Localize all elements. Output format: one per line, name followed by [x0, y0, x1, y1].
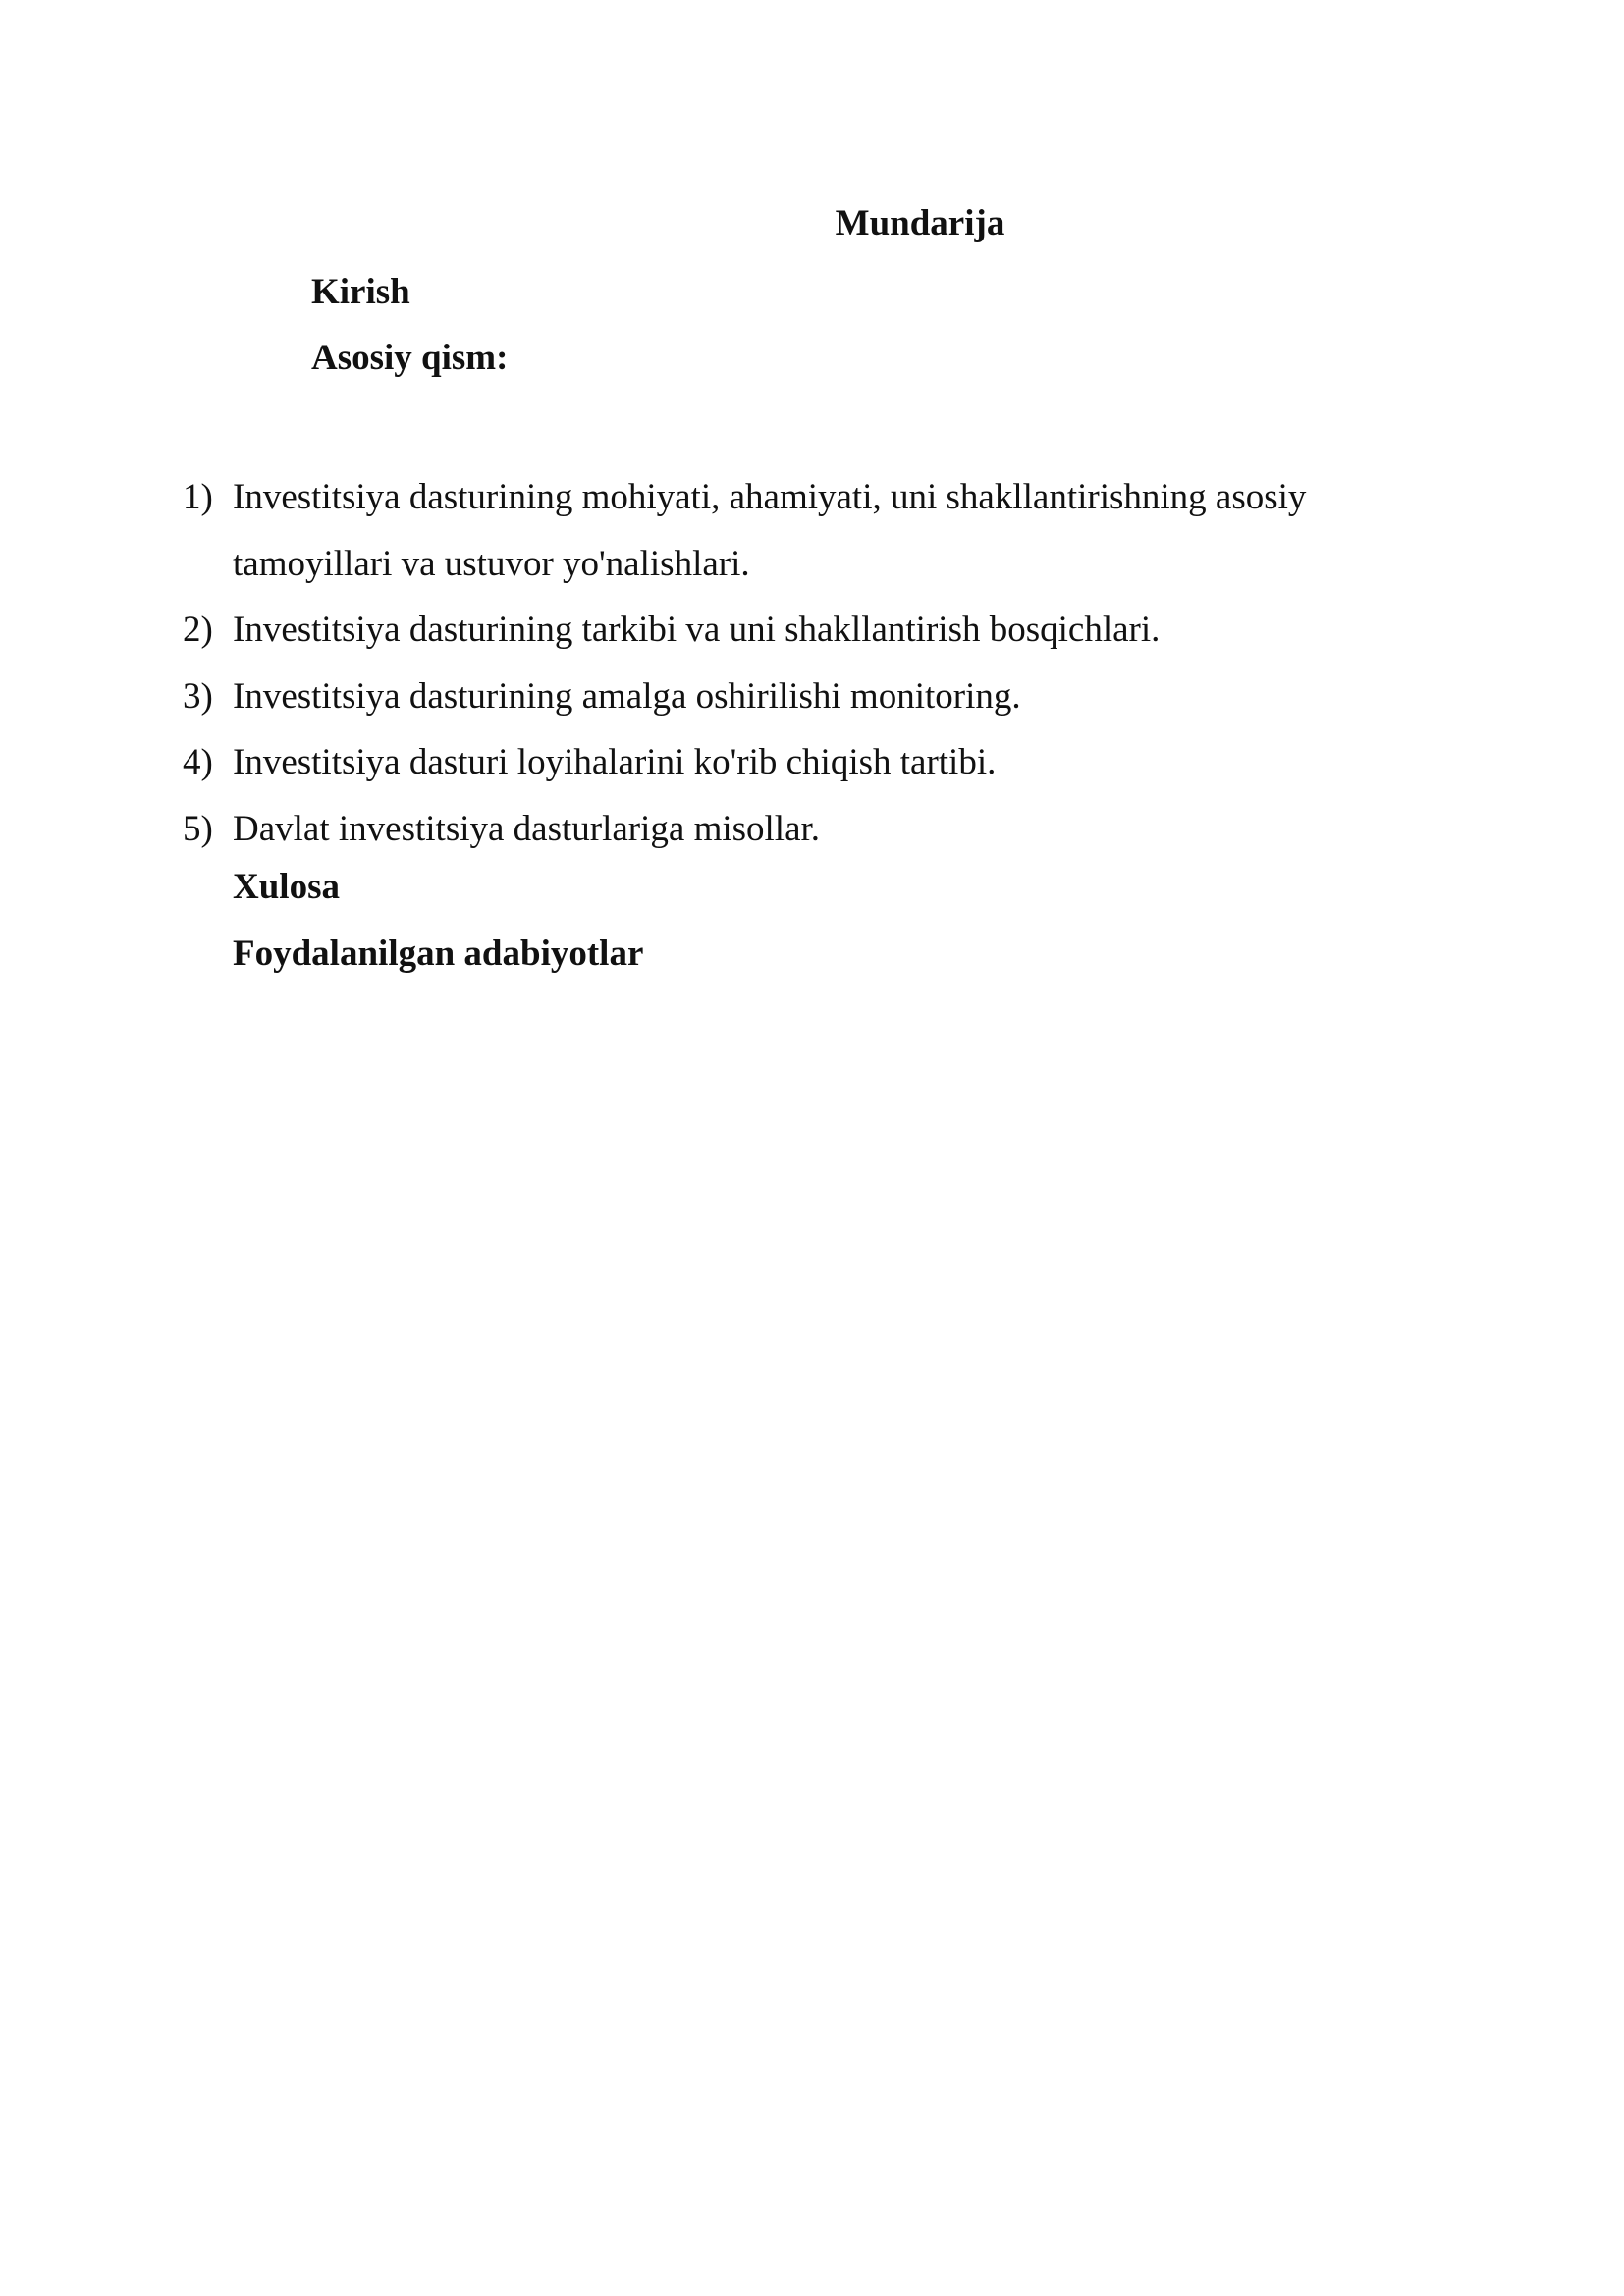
- toc-item-number: 5): [183, 808, 213, 849]
- table-of-contents-list: [183, 464, 1459, 862]
- toc-item-number: 4): [183, 742, 213, 782]
- conclusion-heading: Xulosa: [233, 867, 340, 907]
- toc-item: [183, 597, 1459, 664]
- toc-item-number: 2): [183, 610, 213, 650]
- toc-item-text: Investitsiya dasturining amalga oshirilishi monitoring.: [233, 675, 1021, 717]
- toc-item-text: Investitsiya dasturining tarkibi va uni shakllantirish bosqichlari.: [233, 610, 1161, 650]
- toc-item: [183, 729, 1459, 796]
- toc-item: [183, 796, 1459, 863]
- references-heading: Foydalanilgan adabiyotlar: [233, 934, 644, 974]
- intro-heading: Kirish: [311, 272, 410, 312]
- toc-item-number: 1): [183, 477, 213, 517]
- toc-item: [183, 664, 1459, 730]
- toc-item-text: Investitsiya dasturi loyihalarini ko'rib chiqish tartibi.: [233, 742, 997, 782]
- toc-item-text: Investitsiya dasturining mohiyati, ahamiyati, uni shakllantirishning asosiy tamoyillari va ustuvor yo'nalishlari.: [233, 477, 1307, 584]
- page-title: Mundarija: [835, 203, 1005, 243]
- toc-item: [183, 464, 1459, 597]
- toc-item-text: Davlat investitsiya dasturlariga misollar.: [233, 808, 821, 849]
- main-part-heading: Asosiy qism:: [311, 338, 509, 378]
- toc-item-number: 3): [183, 675, 213, 717]
